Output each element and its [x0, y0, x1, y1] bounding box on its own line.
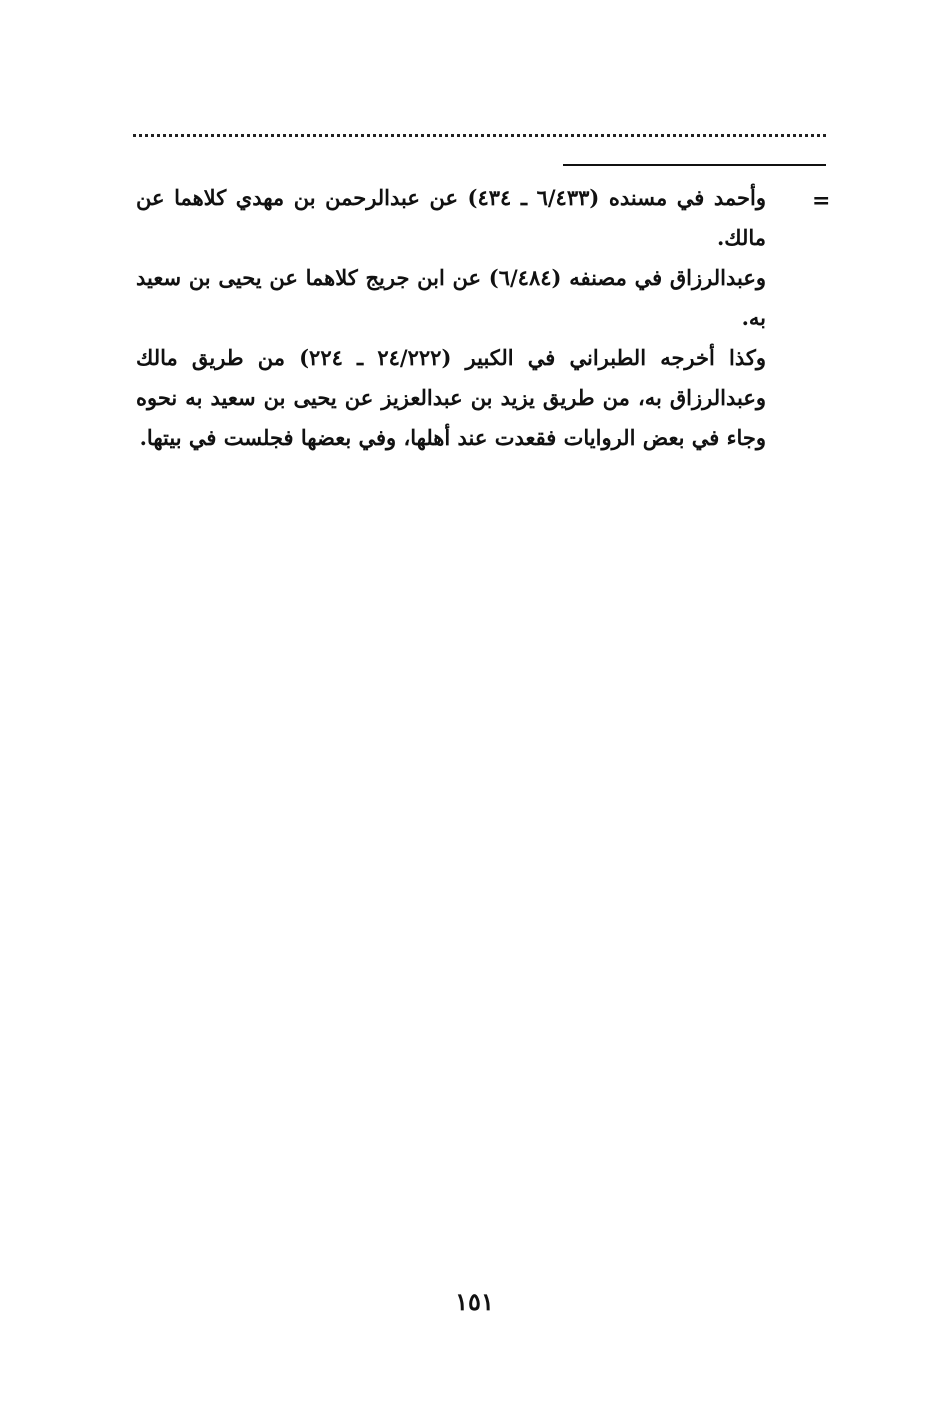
footnote-paragraph: وعبدالرزاق في مصنفه (٦/٤٨٤) عن ابن جريج كلاهما عن يحيى بن سعيد به. [136, 265, 766, 330]
footnote-separator-line [563, 164, 826, 166]
footnote-continuation-mark: = [812, 188, 831, 214]
footnote-paragraph: وأحمد في مسنده (٦/٤٣٣ ـ ٤٣٤) عن عبدالرحمن بن مهدي كلاهما عن مالك. [136, 185, 766, 250]
page-number: ١٥١ [455, 1287, 494, 1316]
footnote-paragraph: وكذا أخرجه الطبراني في الكبير (٢٤/٢٢٢ ـ ٢٢٤) من طريق مالك وعبدالرزاق به، من طريق يزيد بن عبدالعزيز عن يحيى بن سعيد به نحوه وجاء في بعض الروايات فقعدت عند أهلها، وفي بعضها فجلست في بيتها. [136, 345, 766, 450]
dotted-separator [133, 134, 826, 141]
footnote-text [136, 178, 766, 458]
